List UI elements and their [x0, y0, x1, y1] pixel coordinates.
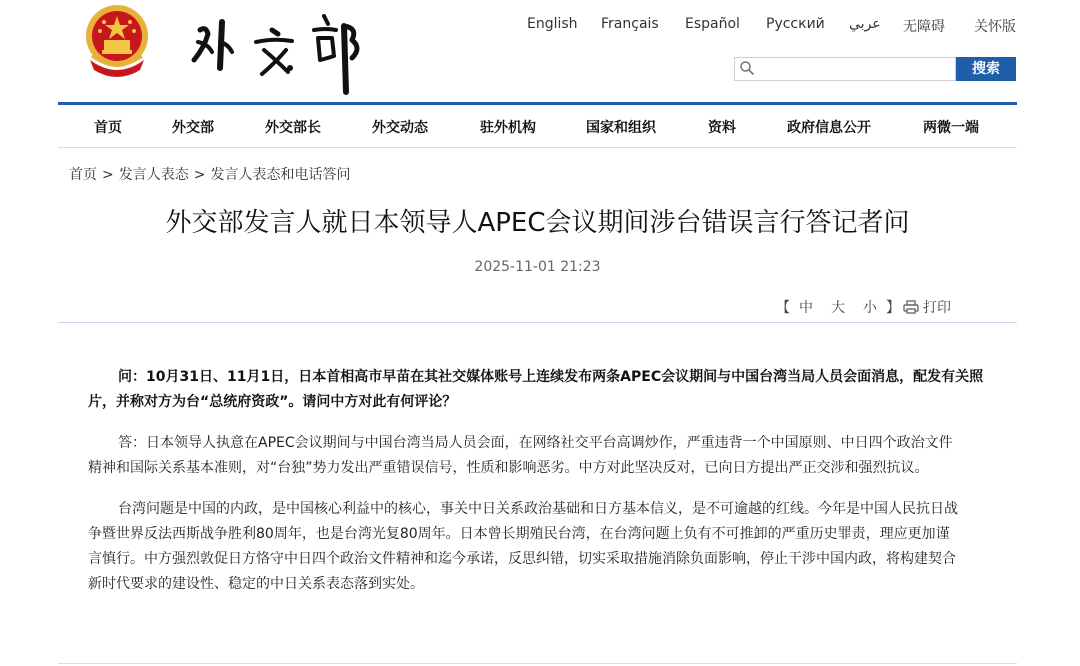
nav-ministry[interactable]: 外交部: [172, 120, 214, 136]
breadcrumb-separator: >: [193, 167, 206, 183]
breadcrumb-spokesperson[interactable]: 发言人表态: [118, 167, 189, 183]
font-size-bracket-open: 【: [776, 300, 790, 316]
accessibility-link[interactable]: 无障碍: [903, 19, 945, 35]
breadcrumb: [69, 164, 350, 184]
lang-spanish-link[interactable]: Español: [685, 16, 740, 32]
answer-paragraph: [88, 431, 988, 481]
font-size-medium-button[interactable]: 中: [799, 300, 813, 316]
publish-date: 2025-11-01 21:23: [474, 259, 601, 275]
print-link[interactable]: 打印: [923, 300, 951, 316]
search-input[interactable]: [756, 58, 956, 82]
breadcrumb-home[interactable]: 首页: [69, 167, 97, 183]
body-line: 台湾问题是中国的内政，是中国核心利益中的核心，事关中日关系政治基础和日方基本信义，是不可逾越的红线。今年是中国人民抗日战: [118, 501, 958, 517]
font-size-control: [776, 297, 900, 317]
answer-line: 精神和国际关系基本准则，对“台独”势力发出严重错误信号，性质和影响恶劣。中方对此坚决反对，已向日方提出严正交涉和强烈抗议。: [88, 460, 929, 476]
body-paragraph: [88, 497, 988, 597]
answer-line: 答：日本领导人执意在APEC会议期间与中国台湾当局人员会面，在网络社交平台高调炒作，严重违背一个中国原则、中日四个政治文件: [118, 435, 953, 451]
lang-arabic-link[interactable]: عربي: [849, 16, 881, 32]
lang-russian-link[interactable]: Русский: [766, 16, 825, 32]
nav-countries-organizations[interactable]: 国家和组织: [586, 120, 656, 136]
breadcrumb-separator: >: [102, 167, 114, 183]
search-button[interactable]: 搜索: [956, 57, 1016, 81]
nav-government-info[interactable]: 政府信息公开: [787, 120, 871, 136]
nav-home[interactable]: 首页: [94, 120, 122, 136]
nav-diplomatic-news[interactable]: 外交动态: [372, 120, 428, 136]
body-line: 言慎行。中方强烈敦促日方恪守中日四个政治文件精神和迄今承诺，反思纠错，切实采取措施消除负面影响，停止干涉中国内政，将构建契合: [88, 551, 956, 567]
footer-divider: [58, 663, 1017, 664]
lang-english-link[interactable]: English: [527, 16, 578, 32]
nav-bottom-rule: [58, 147, 1017, 148]
nav-minister[interactable]: 外交部长: [265, 120, 321, 136]
nav-resources[interactable]: 资料: [708, 120, 736, 136]
care-mode-link[interactable]: 关怀版: [974, 19, 1016, 35]
font-size-bracket-close: 】: [886, 300, 900, 316]
nav-top-rule: [58, 102, 1017, 105]
nav-missions-abroad[interactable]: 驻外机构: [480, 120, 536, 136]
calligraphy-logo[interactable]: [186, 8, 370, 96]
lang-french-link[interactable]: Français: [601, 16, 659, 32]
printer-icon[interactable]: [903, 299, 919, 313]
nav-social-media[interactable]: 两微一端: [923, 120, 979, 136]
national-emblem-icon: [82, 4, 152, 78]
breadcrumb-current[interactable]: 发言人表态和电话答问: [210, 167, 351, 183]
search-icon: [739, 60, 755, 76]
body-line: 争暨世界反法西斯战争胜利80周年，也是台湾光复80周年。日本曾长期殖民台湾，在台湾问题上负有不可推卸的严重历史罪责，理应更加谨: [88, 526, 950, 542]
page-title: 外交部发言人就日本领导人APEC会议期间涉台错误言行答记者问: [165, 208, 910, 238]
body-line: 新时代要求的建设性、稳定的中日关系表态落到实处。: [88, 576, 424, 592]
content-divider: [58, 322, 1017, 323]
question-line: 片，并称对方为台“总统府资政”。请问中方对此有何评论？: [88, 394, 457, 410]
question-line: 问：10月31日、11月1日，日本首相高市早苗在其社交媒体账号上连续发布两条APEC会议期间与中国台湾当局人员会面消息，配发有关照: [118, 369, 984, 385]
font-size-large-button[interactable]: 大: [831, 300, 845, 316]
font-size-small-button[interactable]: 小: [863, 300, 877, 316]
question-paragraph: [88, 365, 988, 415]
